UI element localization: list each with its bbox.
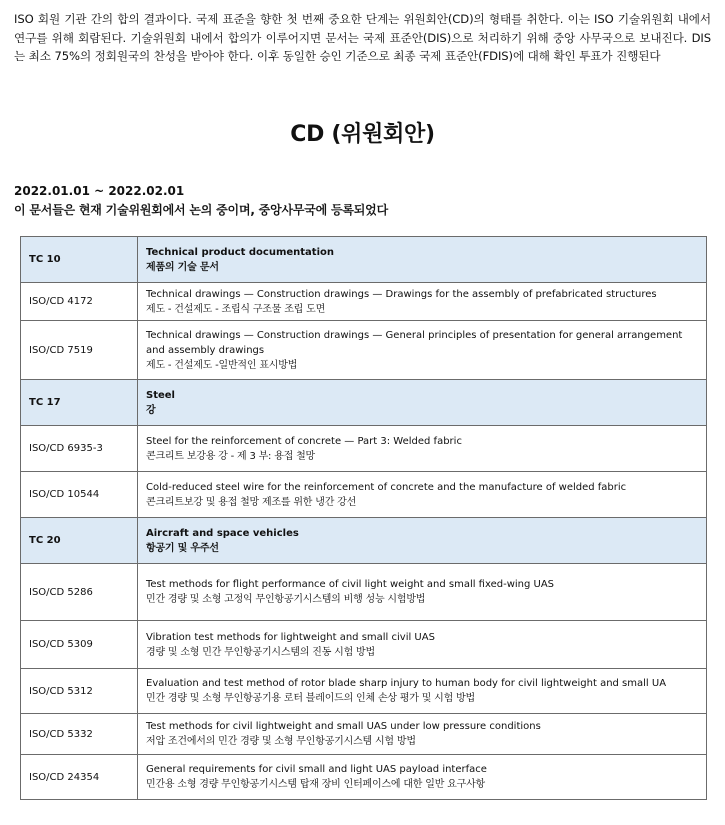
tc-code: TC 17 xyxy=(21,380,138,426)
title-ko: 민간 경량 및 소형 무인항공기용 로터 블레이드의 인체 손상 평가 및 시험 방법 xyxy=(146,693,476,704)
title-ko: 제도 - 건설제도 -일반적인 표시방법 xyxy=(146,359,298,371)
tc-title-cell xyxy=(138,518,707,564)
date-range: 2022.01.01 ~ 2022.02.01 xyxy=(14,184,185,198)
title-en: Technical product documentation xyxy=(146,246,335,258)
standard-code: ISO/CD 6935-3 xyxy=(21,426,138,472)
title-en: Technical drawings — Construction drawings — Drawings for the assembly of prefabricated structures xyxy=(146,288,657,300)
standard-title-cell xyxy=(138,621,707,669)
title-ko: 경량 및 소형 민간 무인항공기시스템의 진동 시험 방법 xyxy=(146,646,375,658)
intro-paragraph: ISO 회원 기관 간의 합의 결과이다. 국제 표준을 향한 첫 번째 중요한 단계는 위원회안(CD)의 형태를 취한다. 이는 ISO 기술위원회 내에서 연구를 위해 회람된다. 기술위원회 내에서 합의가 이루어지면 문서는 국제 표준안(DIS)으로 처리하기 위해 중앙 사무국으로 보내진다. DIS 는 최소 75%의 정회원국의 찬성을 받아야 한다. 이후 동일한 승인 기준으로 최종 국제 표준안(FDIS)에 대해 확인 투표가 진행된다 xyxy=(14,12,711,63)
table-row xyxy=(21,755,707,800)
standard-title-cell xyxy=(138,564,707,621)
standard-code: ISO/CD 5312 xyxy=(21,669,138,714)
title-en: Vibration test methods for lightweight and small civil UAS xyxy=(146,631,435,643)
standard-code: ISO/CD 5332 xyxy=(21,714,138,755)
title-ko: 민간용 소형 경량 무인항공기시스템 탑재 장비 인터페이스에 대한 일반 요구사항 xyxy=(146,779,485,790)
standards-table xyxy=(20,236,707,800)
title-ko: 민간 경량 및 소형 고정익 무인항공기시스템의 비행 성능 시험방법 xyxy=(146,594,426,605)
standard-title-cell xyxy=(138,426,707,472)
table-row xyxy=(21,283,707,321)
title-ko: 콘크리트 보강용 강 - 제 3 부: 용접 철망 xyxy=(146,450,316,462)
tc-header-row xyxy=(21,237,707,283)
table-row xyxy=(21,669,707,714)
standard-code: ISO/CD 5309 xyxy=(21,621,138,669)
title-en: Technical drawings — Construction drawings — General principles of presentation for general arrangement and assembly drawings xyxy=(146,329,683,356)
table-row xyxy=(21,621,707,669)
tc-header-row xyxy=(21,518,707,564)
standard-code: ISO/CD 10544 xyxy=(21,472,138,518)
table-row xyxy=(21,426,707,472)
table-row xyxy=(21,714,707,755)
registration-note: 이 문서들은 현재 기술위원회에서 논의 중이며, 중앙사무국에 등록되었다 xyxy=(14,203,388,217)
standard-title-cell xyxy=(138,714,707,755)
standard-title-cell xyxy=(138,472,707,518)
title-ko: 제품의 기술 문서 xyxy=(146,261,219,273)
title-en: General requirements for civil small and light UAS payload interface xyxy=(146,764,487,775)
table-row xyxy=(21,564,707,621)
title-ko: 제도 - 건설제도 - 조립식 구조물 조립 도면 xyxy=(146,303,326,315)
standard-code: ISO/CD 7519 xyxy=(21,321,138,380)
standard-title-cell xyxy=(138,669,707,714)
page-title: CD (위원회안) xyxy=(290,122,435,147)
title-ko: 저압 조건에서의 민간 경량 및 소형 무인항공기시스템 시험 방법 xyxy=(146,736,416,747)
title-en: Evaluation and test method of rotor blade sharp injury to human body for civil lightweight and small UA xyxy=(146,678,667,689)
standard-title-cell xyxy=(138,755,707,800)
tc-title-cell xyxy=(138,380,707,426)
title-ko: 콘크리트보강 및 용접 철망 제조를 위한 냉간 강선 xyxy=(146,496,357,508)
standard-title-cell xyxy=(138,283,707,321)
title-en: Test methods for civil lightweight and small UAS under low pressure conditions xyxy=(146,721,541,732)
title-ko: 강 xyxy=(146,404,156,416)
tc-title-cell xyxy=(138,237,707,283)
standard-code: ISO/CD 24354 xyxy=(21,755,138,800)
title-en: Aircraft and space vehicles xyxy=(146,527,299,539)
standard-code: ISO/CD 5286 xyxy=(21,564,138,621)
title-ko: 항공기 및 우주선 xyxy=(146,542,219,554)
tc-code: TC 20 xyxy=(21,518,138,564)
title-en: Cold-reduced steel wire for the reinforcement of concrete and the manufacture of welded fabric xyxy=(146,481,627,493)
title-en: Steel for the reinforcement of concrete — Part 3: Welded fabric xyxy=(146,435,462,447)
title-en: Steel xyxy=(146,389,175,401)
title-en: Test methods for flight performance of civil light weight and small fixed-wing UAS xyxy=(146,579,555,590)
tc-header-row xyxy=(21,380,707,426)
table-row xyxy=(21,472,707,518)
standard-title-cell xyxy=(138,321,707,380)
table-row xyxy=(21,321,707,380)
standard-code: ISO/CD 4172 xyxy=(21,283,138,321)
tc-code: TC 10 xyxy=(21,237,138,283)
